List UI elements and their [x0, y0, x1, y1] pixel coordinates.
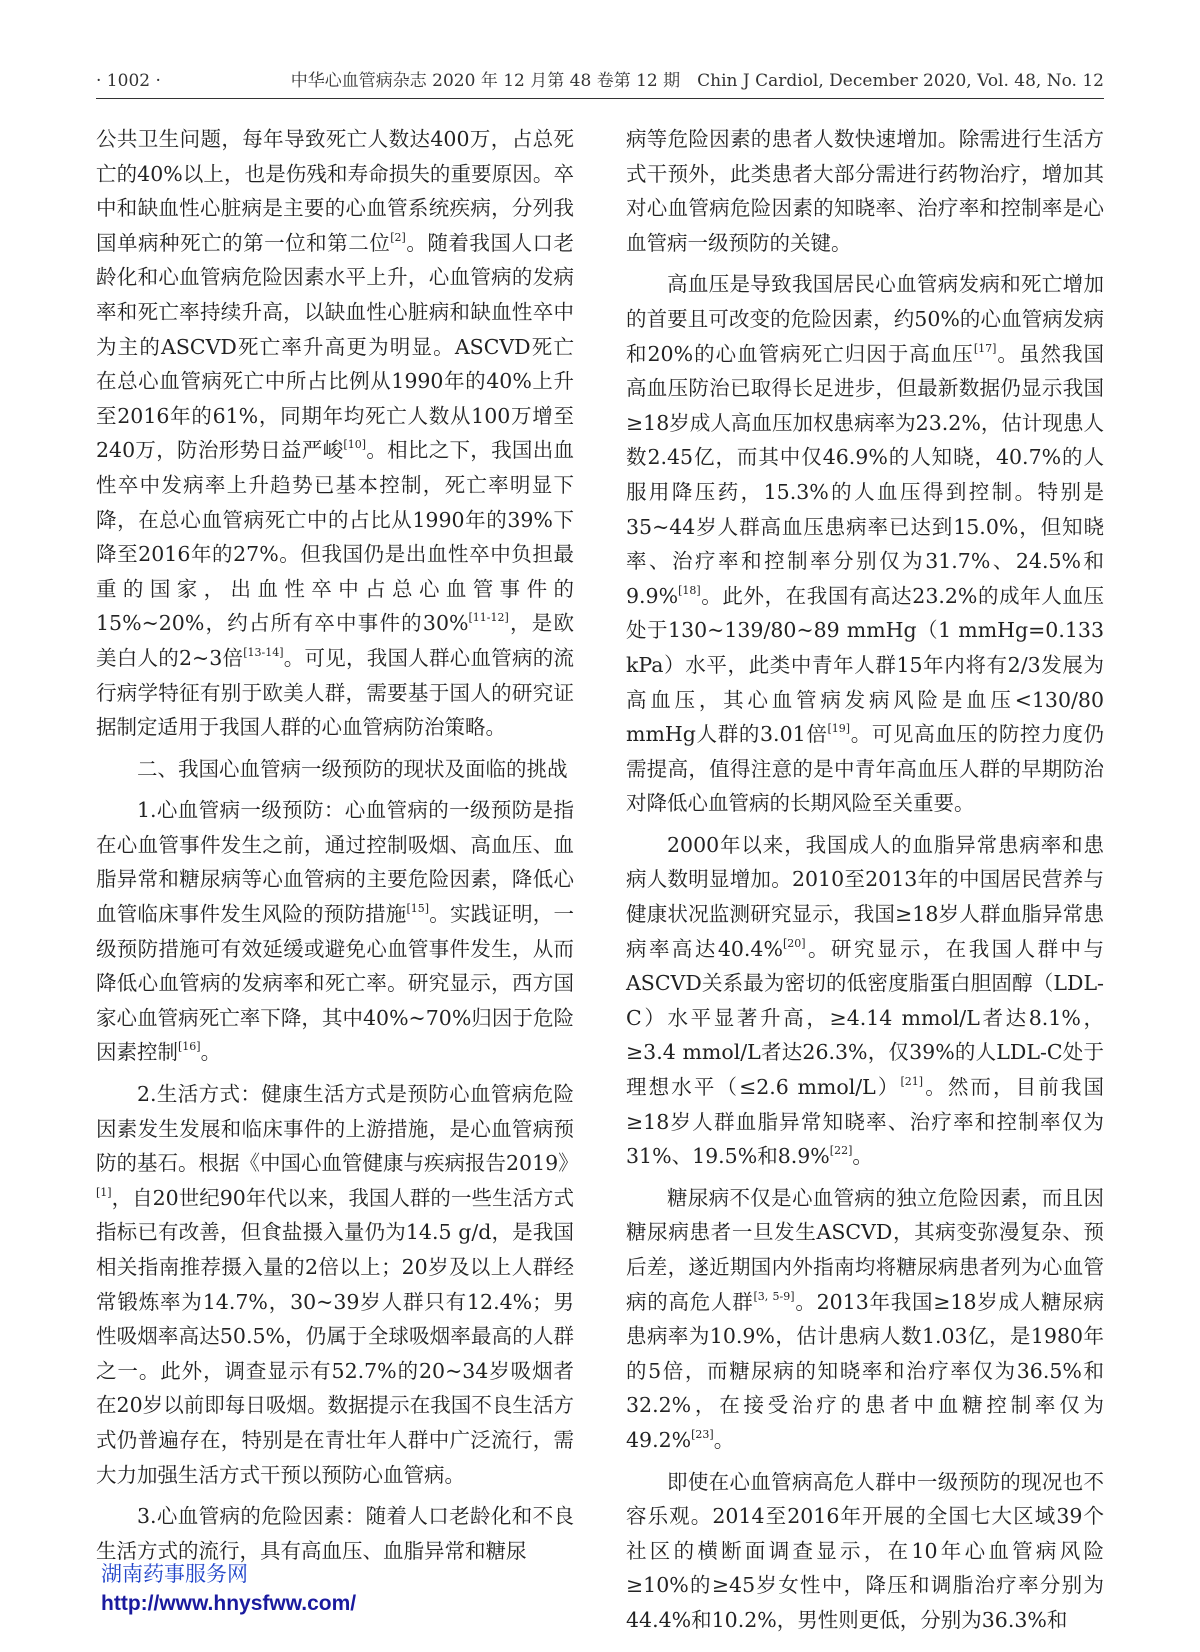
- paragraph-text: 。实践证明，一级预防措施可有效延缓或避免心血管事件发生，从而降低心血管病的发病率和死亡率。研究显示，西方国家心血管病死亡率下降，其中40%~70%归因于危险因素控制: [96, 902, 575, 1065]
- paragraph-text: 病等危险因素的患者人数快速增加。除需进行生活方式干预外，此类患者大部分需进行药物治疗，增加其对心血管病危险因素的知晓率、治疗率和控制率是心血管病一级预防的关键。: [626, 127, 1104, 255]
- paragraph: [96, 793, 574, 1070]
- paragraph-text: 。: [852, 1144, 873, 1169]
- left-column: [96, 122, 579, 1575]
- citation-ref: [10]: [343, 438, 367, 452]
- citation-ref: [22]: [829, 1144, 853, 1158]
- paragraph-text: 。2013年我国≥18岁成人糖尿病患病率为10.9%，估计患病人数1.03亿，是1980年的5倍，而糖尿病的知晓率和治疗率仅为36.5%和32.2%，在接受治疗的患者中血糖控制率仅为49.2%: [626, 1289, 1105, 1452]
- paragraph-text: 。: [200, 1040, 222, 1065]
- paragraph-text: ，自20世纪90年代以来，我国人群的一些生活方式指标已有改善，但食盐摄入量仍为14.5 g/d，是我国相关指南推荐摄入量的2倍以上；20岁及以上人群经常锻炼率为14.7%，30~39岁人群只有12.4%；男性吸烟率高达50.5%，仍属于全球吸烟率最高的人群之一。此外，调查显示有52.7%的20~34岁吸烟者在20岁以前即每日吸烟。数据提示在我国不良生活方式仍普遍存在，特别是在青壮年人群中广泛流行，需大力加强生活方式干预以预防心血管病。: [96, 1185, 574, 1487]
- paragraph-text: 2.生活方式：健康生活方式是预防心血管病危险因素发生发展和临床事件的上游措施，是心血管病预防的基石。根据《中国心血管健康与疾病报告2019》: [96, 1082, 579, 1176]
- paragraph-text: 。随着我国人口老龄化和心血管病危险因素水平上升，心血管病的发病率和死亡率持续升高，以缺血性心脏病和缺血性卒中为主的ASCVD死亡率升高更为明显。ASCVD死亡在总心血管病死亡中所占比例从1990年的40%上升至2016年的61%，同期年均死亡人数从100万增至240万，防治形势日益严峻: [96, 230, 575, 463]
- paragraph: [96, 1077, 579, 1492]
- page-number: · 1002 ·: [96, 71, 161, 91]
- paragraph-text: 糖尿病不仅是心血管病的独立危险因素，而且因糖尿病患者一旦发生ASCVD，其病变弥漫复杂、预后差，遂近期国内外指南均将糖尿病患者列为心血管病的高危人群: [626, 1185, 1104, 1314]
- paragraph-text: 。相比之下，我国出血性卒中发病率上升趋势已基本控制，死亡率明显下降，在总心血管病死亡中的占比从1990年的39%下降至2016年的27%。但我国仍是出血性卒中负担最重的国家，出血性卒中占总心血管事件的15%~20%，约占所有卒中事件的30%: [96, 438, 574, 636]
- paragraph: [96, 122, 574, 745]
- citation-ref: [16]: [178, 1040, 201, 1054]
- paragraph-text: 。虽然我国高血压防治已取得长足进步，但最新数据仍显示我国≥18岁成人高血压加权患病率为23.2%，估计现患人数2.45亿，而其中仅46.9%的人知晓，40.7%的人服用降压药，15.3%的人血压得到控制。特别是35~44岁人群高血压患病率已达到15.0%，但知晓率、治疗率和控制率分别仅为31.7%、24.5%和9.9%: [626, 341, 1104, 608]
- watermark-url[interactable]: http://www.hnysfww.com/: [101, 1592, 357, 1615]
- paragraph-text: 即使在心血管病高危人群中一级预防的现况也不容乐观。2014至2016年开展的全国七大区域39个社区的横断面调查显示，在10年心血管病风险≥10%的≥45岁女性中，降压和调脂治疗率分别为44.4%和10.2%，男性则更低，分别为36.3%和: [626, 1469, 1104, 1632]
- citation-ref: [20]: [782, 936, 806, 950]
- paragraph: [626, 1181, 1104, 1458]
- watermark-title: 湖南药事服务网: [101, 1562, 248, 1586]
- paragraph: [626, 267, 1104, 821]
- right-column: [626, 122, 1104, 1645]
- citation-ref: [17]: [973, 341, 997, 355]
- citation-ref: [1]: [96, 1185, 112, 1199]
- citation-ref: [18]: [678, 583, 701, 597]
- citation-ref: [3, 5-9]: [753, 1289, 795, 1303]
- citation-ref: [13-14]: [243, 645, 284, 659]
- paragraph: [96, 752, 574, 787]
- paragraph-text: 。此外，在我国有高达23.2%的成年人血压处于130~139/80~89 mmHg（1 mmHg=0.133 kPa）水平，此类中青年人群15年内将有2/3发展为高血压，其心血管病发病风险是血压<130/80 mmHg人群的3.01倍: [626, 583, 1104, 747]
- paragraph: [626, 828, 1104, 1174]
- paragraph: [96, 1499, 574, 1568]
- paragraph: [626, 122, 1104, 260]
- paragraph-text: 高血压是导致我国居民心血管病发病和死亡增加的首要且可改变的危险因素，约50%的心血管病发病和20%的心血管病死亡归因于高血压: [626, 272, 1104, 366]
- paragraph-text: 3.心血管病的危险因素：随着人口老龄化和不良生活方式的流行，具有高血压、血脂异常和糖尿: [96, 1504, 574, 1563]
- citation-ref: [2]: [390, 230, 406, 244]
- paragraph-text: 2000年以来，我国成人的血脂异常患病率和患病人数明显增加。2010至2013年的中国居民营养与健康状况监测研究显示，我国≥18岁人群血脂异常患病率高达40.4%: [626, 832, 1104, 961]
- paragraph-text: ，是欧美白人的2~3倍: [96, 611, 574, 670]
- paragraph-text: 。然而，目前我国≥18岁人群血脂异常知晓率、治疗率和控制率仅为31%、19.5%和8.9%: [626, 1075, 1104, 1169]
- journal-info: 中华心血管病杂志 2020 年 12 月第 48 卷第 12 期 Chin J Cardiol, December 2020, Vol. 48, No. 12: [290, 71, 1104, 91]
- paragraph-text: 。可见高血压的防控力度仍需提高，值得注意的是中青年高血压人群的早期防治对降低心血管病的长期风险至关重要。: [626, 722, 1104, 816]
- paragraph-text: 。: [713, 1427, 735, 1452]
- paragraph-text: 。研究显示，在我国人群中与ASCVD关系最为密切的低密度脂蛋白胆固醇（LDL-C）水平显著升高，≥4.14 mmol/L者达8.1%，≥3.4 mmol/L者达26.3%，仅39%的人LDL-C处于理想水平（≤2.6 mmol/L）: [626, 936, 1105, 1100]
- citation-ref: [19]: [827, 722, 851, 736]
- paragraph-text: 。可见，我国人群心血管病的流行病学特征有别于欧美人群，需要基于国人的研究证据制定适用于我国人群的心血管病防治策略。: [96, 645, 575, 740]
- paragraph: [626, 1465, 1104, 1638]
- paragraph-text: 公共卫生问题，每年导致死亡人数达400万，占总死亡的40%以上，也是伤残和寿命损失的重要原因。卒中和缺血性心脏病是主要的心血管系统疾病，分列我国单病种死亡的第一位和第二位: [96, 127, 574, 255]
- citation-ref: [21]: [900, 1075, 924, 1089]
- citation-ref: [15]: [406, 902, 430, 916]
- citation-ref: [23]: [691, 1427, 714, 1441]
- paragraph-text: 二、我国心血管病一级预防的现状及面临的挑战: [137, 756, 568, 781]
- running-header: [96, 64, 1104, 99]
- citation-ref: [11-12]: [468, 611, 509, 625]
- paragraph-text: 1.心血管病一级预防：心血管病的一级预防是指在心血管事件发生之前，通过控制吸烟、高血压、血脂异常和糖尿病等心血管病的主要危险因素，降低心血管临床事件发生风险的预防措施: [96, 798, 574, 927]
- watermark: [101, 1560, 356, 1618]
